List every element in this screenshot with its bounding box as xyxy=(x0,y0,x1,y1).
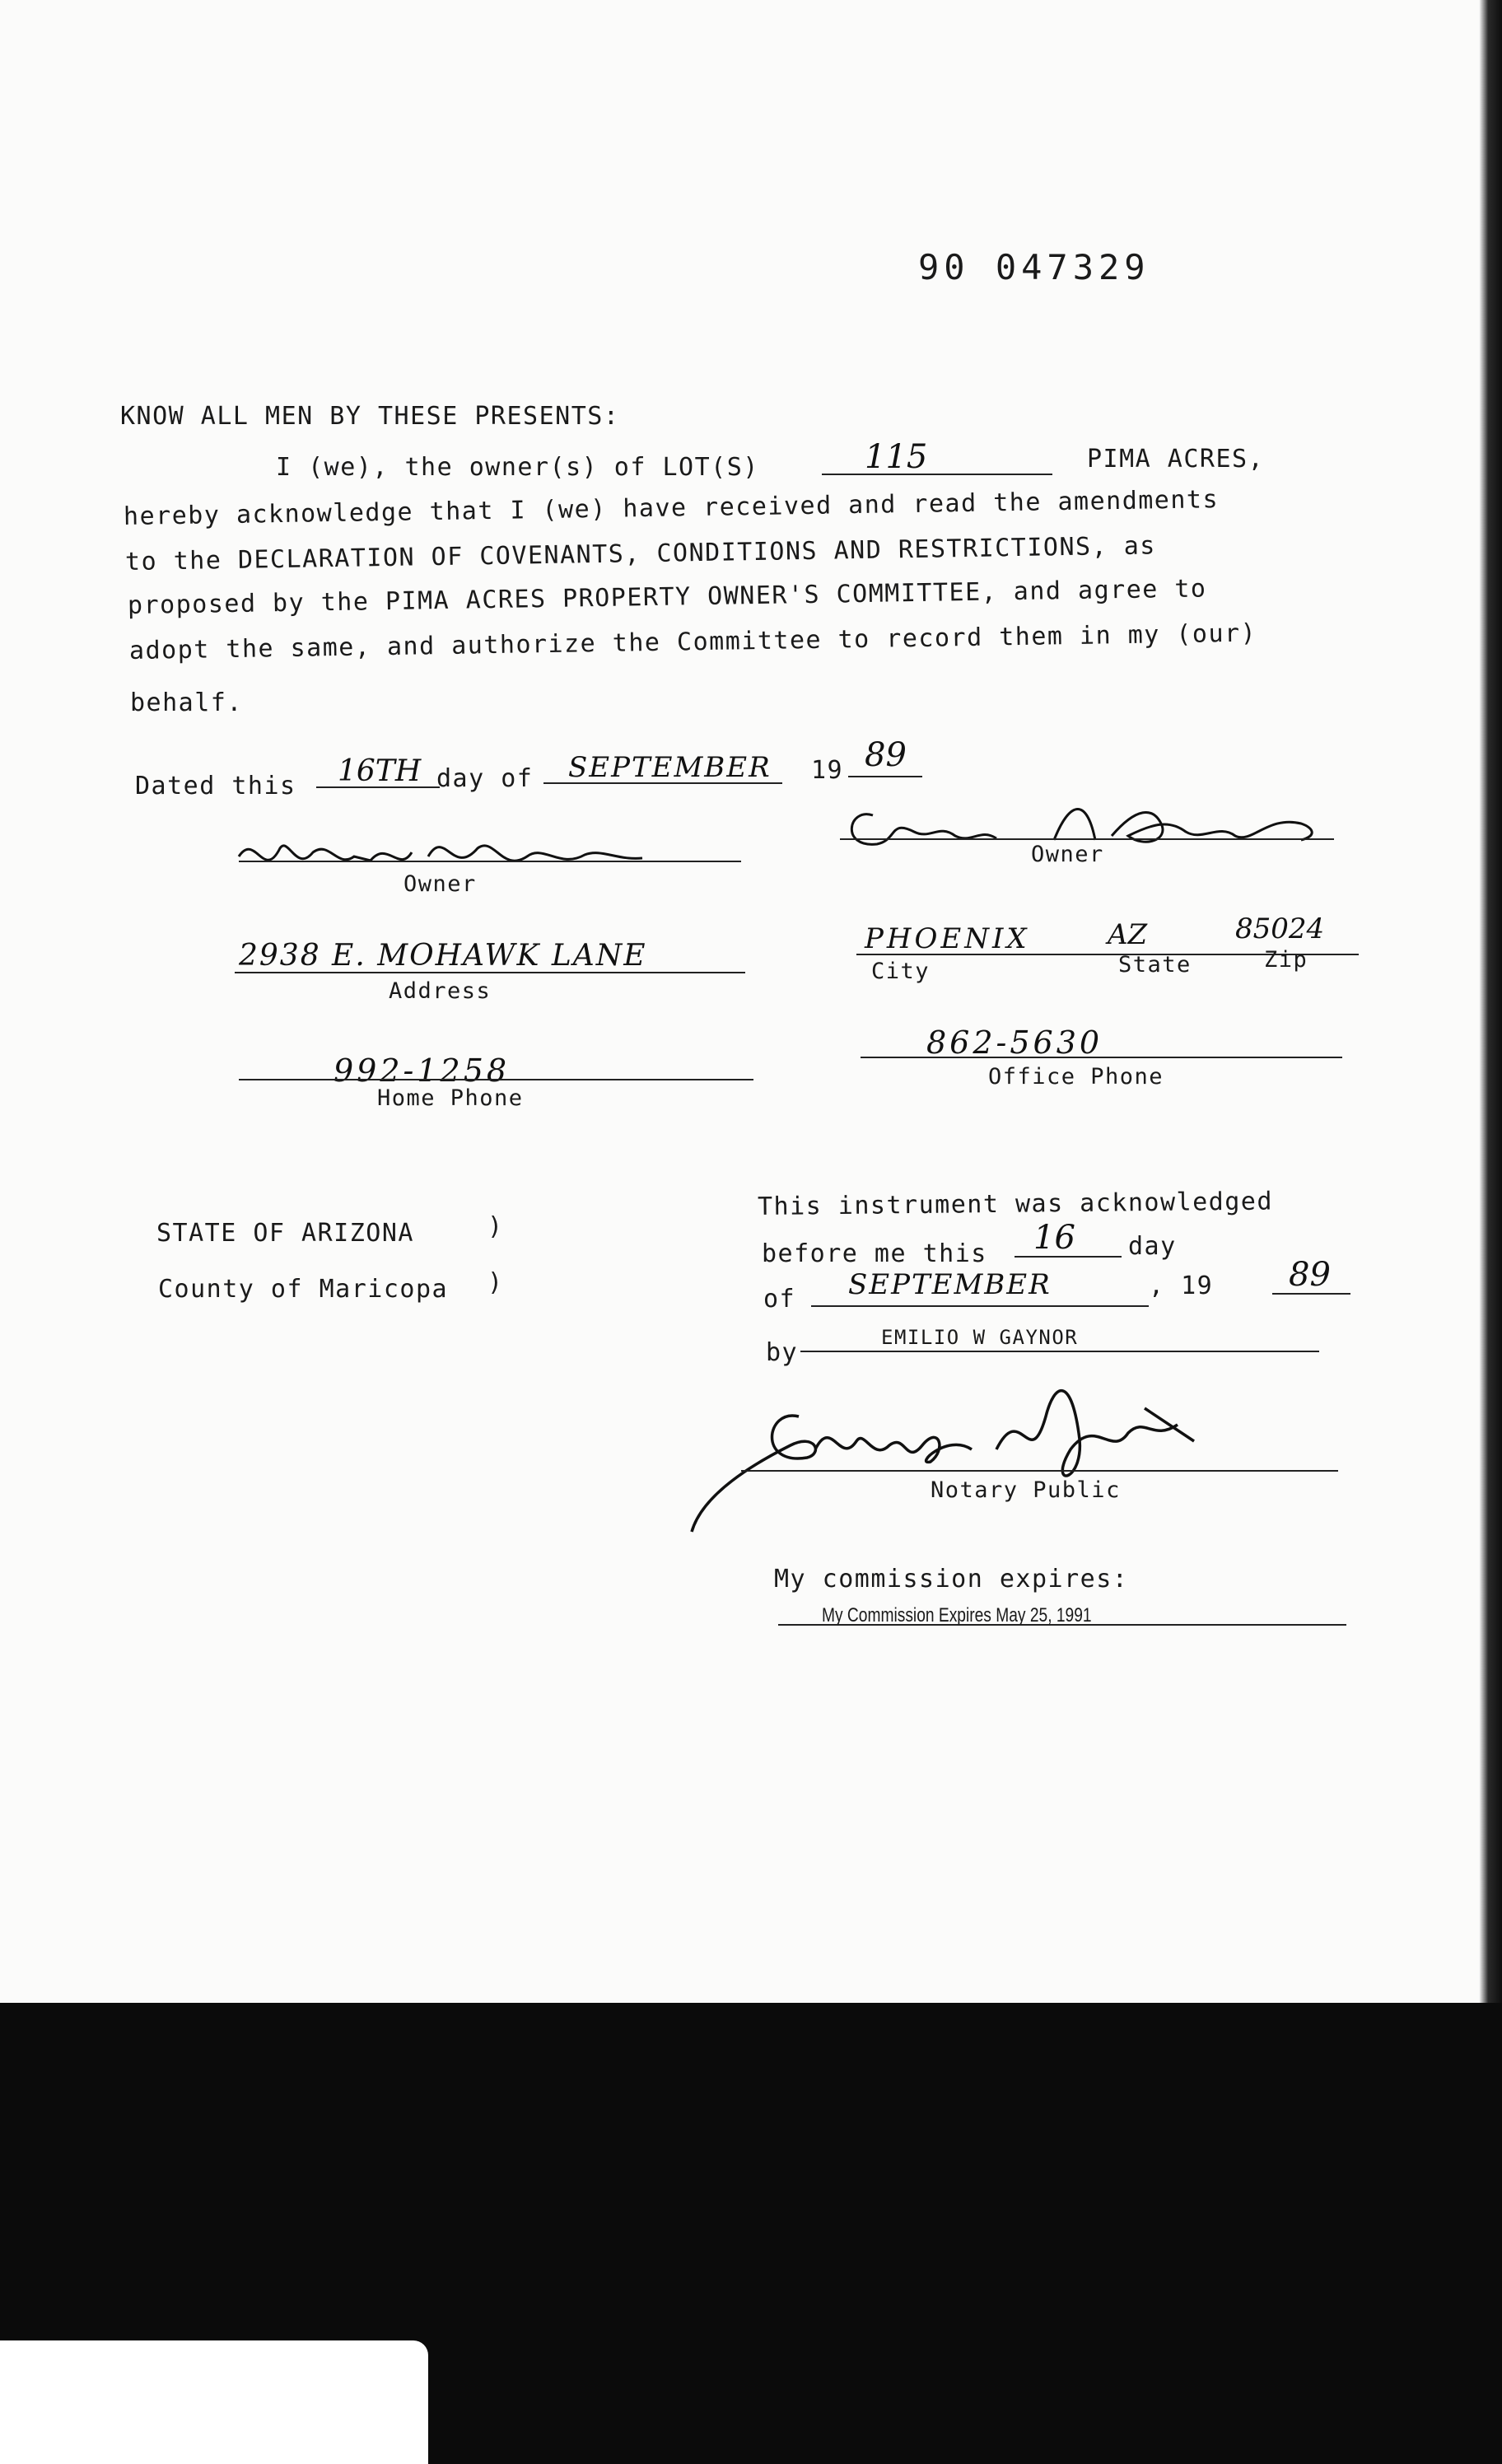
owner-1-signature xyxy=(231,824,725,889)
document-number: 90 047329 xyxy=(918,247,1150,287)
dated-month: SEPTEMBER xyxy=(568,751,772,784)
dated-year-suffix: 89 xyxy=(865,736,907,774)
commission-line xyxy=(778,1624,1346,1626)
office-phone-label: Office Phone xyxy=(988,1064,1164,1090)
dated-day-line xyxy=(316,786,440,788)
ack-by-name: EMILIO W GAYNOR xyxy=(881,1326,1079,1349)
ack-by-line xyxy=(800,1351,1319,1352)
ack-year-line xyxy=(1272,1293,1350,1295)
ack-by-label: by xyxy=(766,1338,799,1367)
ack-month-line xyxy=(811,1305,1149,1307)
notary-line xyxy=(741,1470,1338,1472)
venue-state: STATE OF ARIZONA xyxy=(156,1219,414,1248)
office-phone-line xyxy=(861,1057,1342,1058)
zip: 85024 xyxy=(1235,912,1325,945)
notary-signature xyxy=(683,1367,1227,1540)
lot-number: 115 xyxy=(865,438,928,476)
zip-label: Zip xyxy=(1264,947,1308,973)
dated-year-prefix: 19 xyxy=(811,756,844,785)
state-label: State xyxy=(1118,952,1192,978)
lot-line xyxy=(822,474,1052,475)
owner-1-label: Owner xyxy=(403,871,477,897)
owner-2-label: Owner xyxy=(1031,842,1104,867)
home-phone-label: Home Phone xyxy=(377,1085,524,1111)
ack-line-1: This instrument was acknowledged xyxy=(757,1187,1274,1221)
venue-county-paren: ) xyxy=(487,1268,504,1297)
office-phone: 862-5630 xyxy=(926,1024,1103,1061)
home-phone-line xyxy=(239,1079,753,1080)
ack-of-label: of xyxy=(763,1285,796,1314)
commission-label: My commission expires: xyxy=(774,1565,1129,1594)
body-line-1-prefix: I (we), the owner(s) of LOT(S) xyxy=(276,453,759,482)
dated-day: 16TH xyxy=(338,754,422,788)
owner-1-line xyxy=(239,861,741,862)
address-line xyxy=(235,972,745,973)
ack-month: SEPTEMBER xyxy=(848,1268,1052,1301)
address-label: Address xyxy=(389,978,492,1004)
body-line-6: behalf. xyxy=(130,688,243,717)
body-line-5: adopt the same, and authorize the Committee to record them in my (our) xyxy=(128,618,1257,665)
city-label: City xyxy=(871,959,931,984)
body-line-4: proposed by the PIMA ACRES PROPERTY OWNER'S COMMITTEE, and agree to xyxy=(127,574,1207,620)
dated-year-line xyxy=(848,776,922,777)
dated-month-line xyxy=(543,782,782,784)
city: PHOENIX xyxy=(865,922,1030,955)
body-line-2: hereby acknowledge that I (we) have received and read the amendments xyxy=(123,485,1220,531)
ack-day: 16 xyxy=(1033,1219,1075,1257)
dated-prefix: Dated this xyxy=(135,772,296,800)
venue-state-paren: ) xyxy=(487,1212,504,1241)
ack-year-suffix: 89 xyxy=(1289,1256,1331,1294)
scan-edge-bottom-label xyxy=(0,2340,428,2464)
dated-day-label: day of xyxy=(436,764,534,793)
ack-day-label: day xyxy=(1128,1232,1177,1261)
ack-year-prefix: , 19 xyxy=(1149,1272,1214,1300)
owner-2-line xyxy=(840,838,1334,840)
notary-label: Notary Public xyxy=(931,1477,1121,1503)
heading: KNOW ALL MEN BY THESE PRESENTS: xyxy=(120,402,620,431)
body-line-3: to the DECLARATION OF COVENANTS, CONDITIONS AND RESTRICTIONS, as xyxy=(124,531,1157,576)
commission-stamp: My Commission Expires May 25, 1991 xyxy=(822,1604,1092,1626)
state: AZ xyxy=(1108,918,1148,951)
ack-day-line xyxy=(1015,1256,1122,1258)
ack-line-2-prefix: before me this xyxy=(762,1239,987,1268)
home-phone: 992-1258 xyxy=(334,1052,511,1089)
venue-county: County of Maricopa xyxy=(158,1275,449,1304)
street-address: 2938 E. MOHAWK LANE xyxy=(239,939,647,973)
body-line-1-suffix: PIMA ACRES, xyxy=(1087,445,1265,474)
